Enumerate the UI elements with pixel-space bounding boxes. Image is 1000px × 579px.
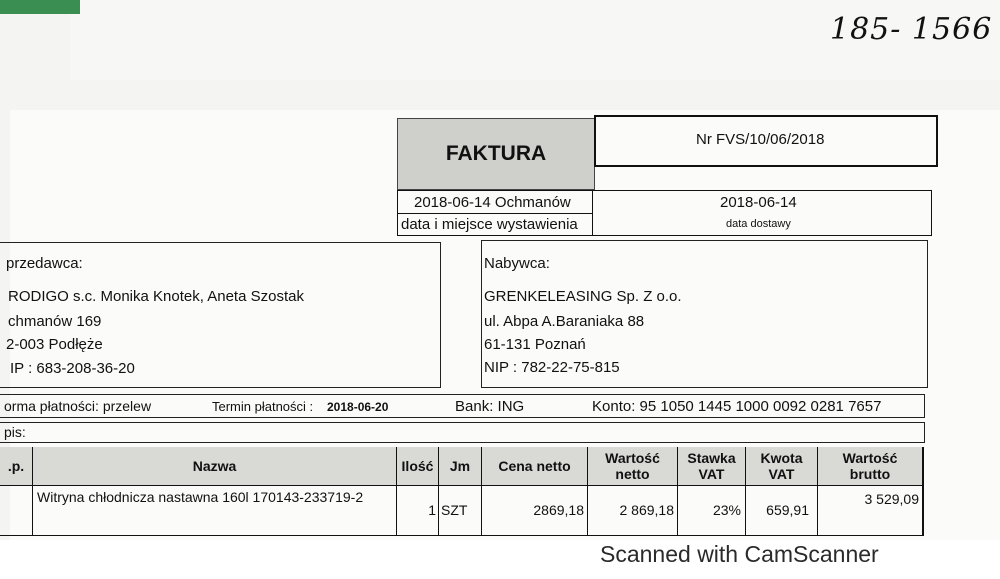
payment-row [0, 394, 925, 418]
col-header-unit: Jm [439, 447, 482, 485]
seller-box [0, 242, 441, 388]
issue-label: data i miejsce wystawienia [401, 216, 578, 233]
item-gross-value: 3 529,09 [818, 485, 924, 535]
col-header-lp: .p. [0, 447, 33, 485]
handwritten-note: 185- 1566 [830, 12, 993, 47]
seller-city: 2-003 Podłęże [6, 336, 103, 353]
seller-street: chmanów 169 [8, 313, 102, 330]
issue-date: 2018-06-14 Ochmanów [414, 194, 571, 211]
item-net-value: 2 869,18 [588, 485, 678, 535]
dates-row [397, 190, 932, 236]
payment-term-date: 2018-06-20 [327, 400, 389, 414]
invoice-title: FAKTURA [397, 118, 595, 190]
payment-term-label: Termin płatności : [212, 399, 314, 414]
invoice-number: Nr FVS/10/06/2018 [696, 131, 825, 148]
item-name: Witryna chłodnicza nastawna 160l 170143-233719-2 [33, 485, 397, 535]
invoice-number-box [594, 115, 938, 167]
item-unit: SZT [439, 485, 482, 535]
col-header-gross-value: Wartość brutto [818, 447, 924, 485]
buyer-name: GRENKELEASING Sp. Z o.o. [484, 288, 682, 305]
payment-form: orma płatności: przelew [4, 398, 152, 414]
seller-heading: przedawca: [6, 255, 83, 272]
col-header-vat-amount: Kwota VAT [746, 447, 818, 485]
buyer-nip: NIP : 782-22-75-815 [484, 359, 620, 376]
corner-fragment [0, 0, 80, 14]
col-header-net-value: Wartość netto [588, 447, 678, 485]
bank-account: Konto: 95 1050 1445 1000 0092 0281 7657 [592, 398, 882, 415]
col-header-qty: Ilość [397, 447, 439, 485]
description-row [0, 422, 925, 443]
item-vat-rate: 23% [678, 485, 746, 535]
buyer-heading: Nabywca: [484, 255, 550, 272]
seller-name: RODIGO s.c. Monika Knotek, Aneta Szostak [8, 288, 304, 305]
item-qty: 1 [397, 485, 439, 535]
buyer-street: ul. Abpa A.Baraniaka 88 [484, 313, 645, 330]
scanner-watermark: Scanned with CamScanner [600, 541, 879, 567]
col-header-net-price: Cena netto [482, 447, 588, 485]
delivery-date: 2018-06-14 [720, 194, 797, 211]
buyer-city: 61-131 Poznań [484, 336, 586, 353]
delivery-label: data dostawy [726, 218, 791, 230]
col-header-vat-rate: Stawka VAT [678, 447, 746, 485]
buyer-box [481, 240, 928, 388]
seller-nip: IP : 683-208-36-20 [10, 360, 135, 377]
description-label: pis: [4, 424, 26, 440]
col-header-name: Nazwa [33, 447, 397, 485]
bank-name: Bank: ING [455, 398, 525, 415]
item-vat-amount: 659,91 [746, 485, 818, 535]
item-net-price: 2869,18 [482, 485, 588, 535]
